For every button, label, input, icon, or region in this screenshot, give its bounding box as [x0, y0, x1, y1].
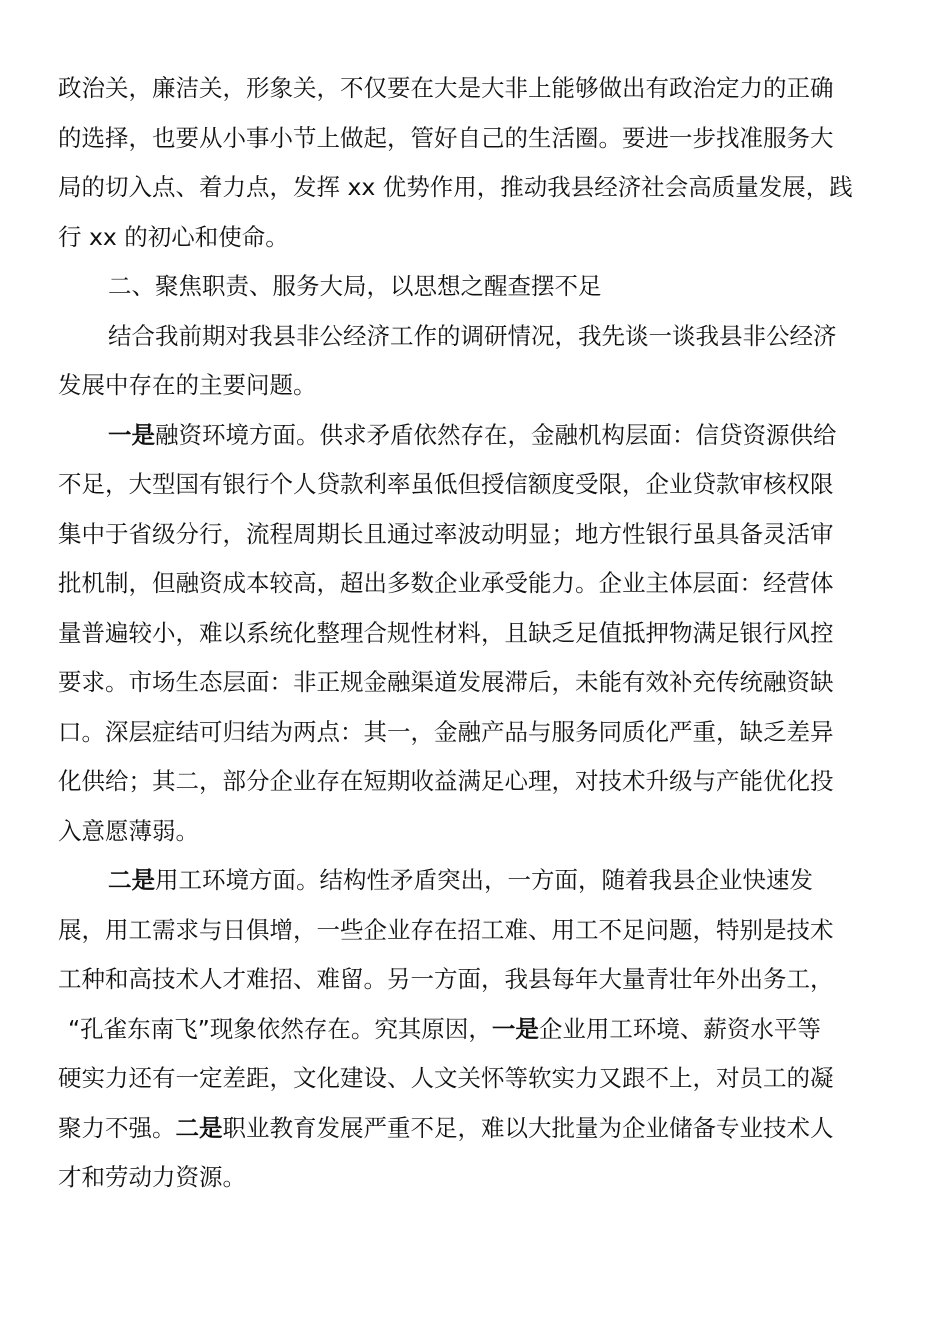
text-line: 局的切入点、着力点，发挥 xx 优势作用，推动我县经济社会高质量发展，践 [58, 173, 853, 201]
text-line: 批机制，但融资成本较高，超出多数企业承受能力。企业主体层面：经营体 [58, 569, 834, 597]
text-segment: 企业用工环境、薪资水平等 [538, 1014, 821, 1043]
text-line [58, 1005, 892, 1055]
text-segment: “孔雀东南飞”现象依然存在。究其原因， [68, 1014, 492, 1043]
text-line: 发展中存在的主要问题。 [58, 371, 317, 399]
text-line: 结合我前期对我县非公经济工作的调研情况，我先谈一谈我县非公经济 [108, 321, 837, 350]
emphasis-lead: 一是 [108, 420, 155, 449]
text-line: 的选择，也要从小事小节上做起，管好自己的生活圈。要进一步找准服务大 [58, 123, 834, 152]
paragraph-4 [58, 856, 892, 1203]
text-line: 展，用工需求与日俱增，一些企业存在招工难、用工不足问题，特别是技术 [58, 915, 834, 944]
emphasis-point: 一是 [491, 1014, 539, 1043]
text-line: 要求。市场生态层面：非正规金融渠道发展滞后，未能有效补充传统融资缺 [58, 668, 834, 696]
text-line [58, 411, 892, 461]
text-line: 政治关，廉洁关，形象关，不仅要在大是大非上能够做出有政治定力的正确 [58, 74, 834, 102]
text-segment: 职业教育发展严重不足，难以大批量为企业储备专业技术人 [222, 1113, 834, 1142]
text-line [58, 856, 892, 906]
paragraph-3 [58, 411, 892, 857]
section-heading-2 [58, 262, 892, 312]
text-segment: 用工环境方面。结构性矛盾突出，一方面，随着我县企业快速发 [155, 866, 813, 894]
text-line: 化供给；其二，部分企业存在短期收益满足心理，对技术升级与产能优化投 [58, 767, 834, 795]
emphasis-lead: 二是 [108, 866, 155, 894]
text-line: 量普遍较小，难以系统化整理合规性材料，且缺乏足值抵押物满足银行风控 [58, 618, 834, 647]
document-page [58, 64, 892, 1203]
text-line: 工种和高技术人才难招、难留。另一方面，我县每年大量青壮年外出务工， [58, 965, 834, 993]
text-segment: 融资环境方面。供求矛盾依然存在，金融机构层面：信贷资源供给 [155, 420, 837, 449]
text-line: 不足，大型国有银行个人贷款利率虽低但授信额度受限，企业贷款审核权限 [58, 470, 834, 498]
text-line: 入意愿薄弱。 [58, 816, 199, 845]
paragraph-1 [58, 64, 892, 262]
text-line: 集中于省级分行，流程周期长且通过率波动明显；地方性银行虽具备灵活审 [58, 519, 834, 548]
text-line: 口。深层症结可归结为两点：其一，金融产品与服务同质化严重，缺乏差异 [58, 717, 834, 746]
heading-text: 二、聚焦职责、服务大局，以思想之醒查摆不足 [108, 272, 602, 300]
text-line: 硬实力还有一定差距，文化建设、人文关怀等软实力又跟不上，对员工的凝 [58, 1064, 834, 1092]
text-line [58, 1104, 892, 1154]
emphasis-point: 二是 [175, 1113, 223, 1142]
text-segment: 聚力不强。 [58, 1113, 176, 1142]
text-line: 才和劳动力资源。 [58, 1163, 246, 1191]
paragraph-2 [58, 312, 892, 411]
text-line: 行 xx 的初心和使命。 [58, 222, 289, 251]
